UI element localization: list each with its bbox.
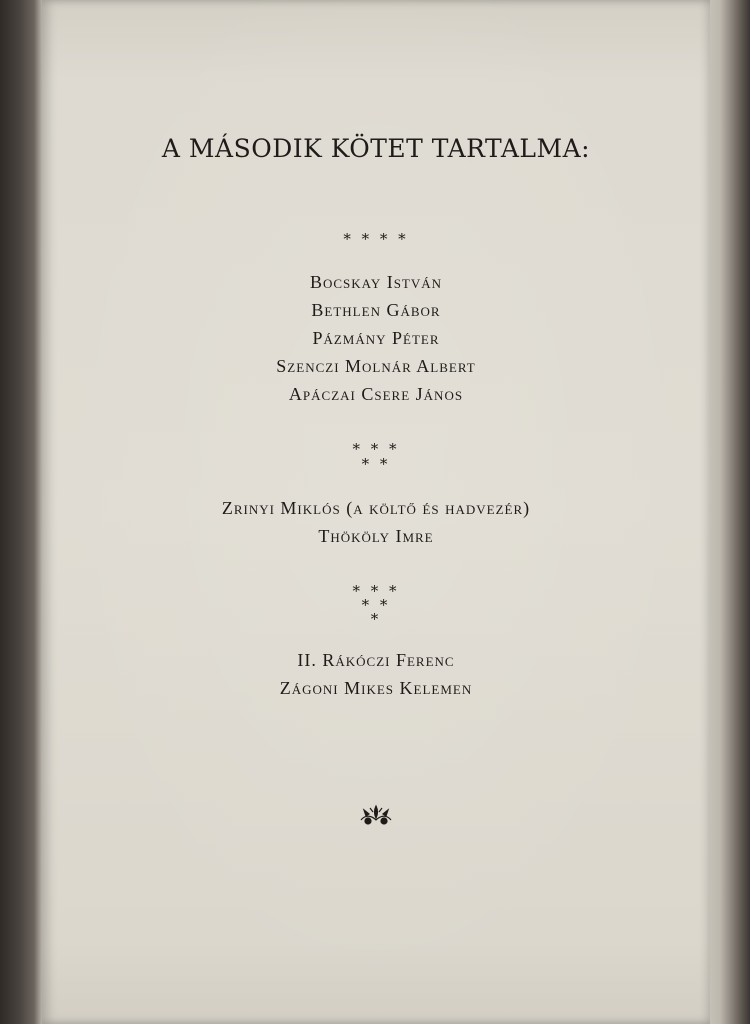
separator-triangle-row-2: * *: [361, 596, 391, 614]
separator-triangle-row-3: *: [370, 610, 382, 628]
contents-entry-zrinyi: Zrinyi Miklós (a költő és hadvezér): [221, 498, 531, 518]
contents-entry-bocskay: Bocskay István: [309, 272, 443, 292]
separator-stars-row-2: * *: [361, 455, 391, 473]
floral-ornament-icon: [358, 800, 394, 828]
contents-entry-bethlen: Bethlen Gábor: [311, 300, 441, 320]
contents-page: [42, 0, 710, 1024]
contents-entry-rakoczi: II. Rákóczi Ferenc: [297, 650, 455, 670]
page-title: A MÁSODIK KÖTET TARTALMA:: [161, 134, 591, 163]
separator-stars-row-1: * * *: [352, 440, 400, 458]
contents-entry-mikes: Zágoni Mikes Kelemen: [279, 678, 473, 698]
book-page: [42, 0, 710, 1024]
separator-triangle-row-1: * * *: [352, 582, 400, 600]
separator-four-stars: * * * *: [343, 230, 409, 248]
contents-entry-pazmany: Pázmány Péter: [312, 328, 440, 348]
contents-entry-thokoly: Thököly Imre: [318, 526, 434, 546]
contents-entry-szenczi: Szenczi Molnár Albert: [276, 356, 476, 376]
contents-entry-apaczai: Apáczai Csere János: [288, 384, 464, 404]
